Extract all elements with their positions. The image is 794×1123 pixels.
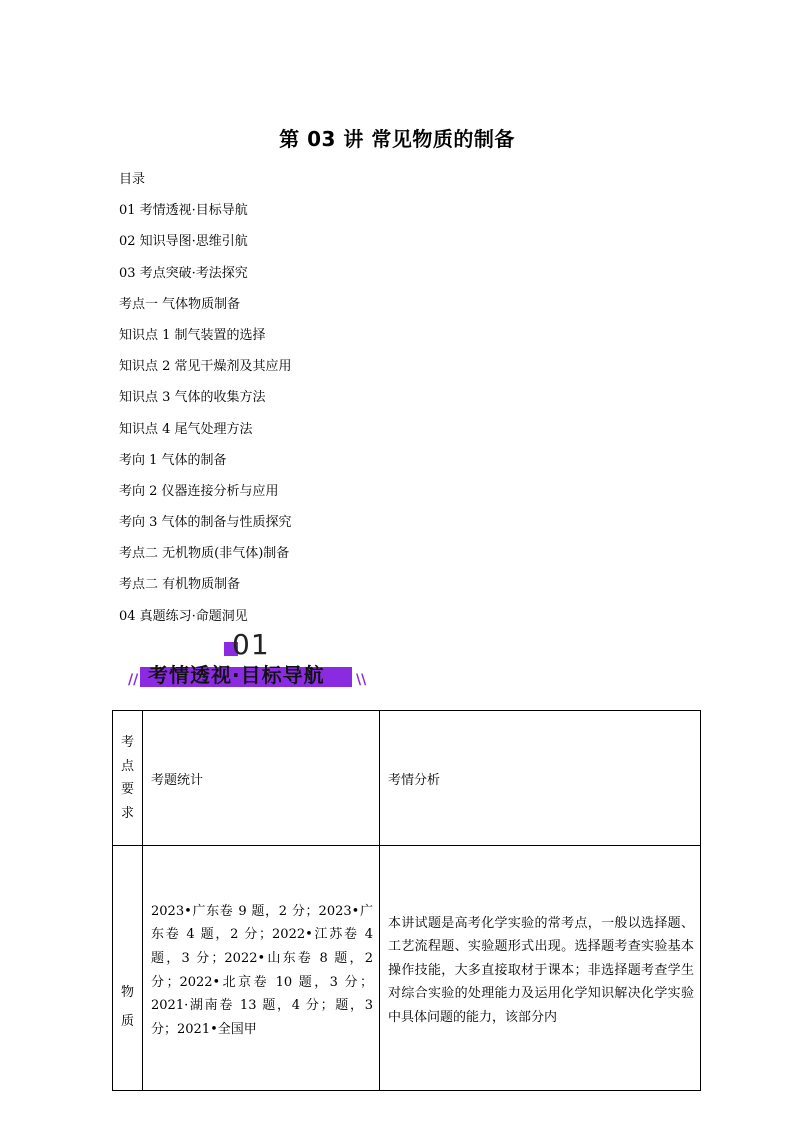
vertical-char: 物 — [120, 985, 134, 1000]
toc-item[interactable]: 考向 3 气体的制备与性质探究 — [119, 515, 292, 531]
vertical-char: 质 — [120, 1014, 134, 1029]
toc-item[interactable]: 考向 1 气体的制备 — [119, 452, 227, 468]
slash-decoration-icon: \\ — [356, 672, 367, 688]
vertical-char: 考 — [120, 735, 134, 750]
vertical-char: 要 — [120, 782, 134, 797]
table-row — [113, 846, 701, 1091]
header-cell-analysis: 考情分析 — [380, 711, 701, 846]
toc-item[interactable]: 03 考点突破·考法探究 — [119, 265, 248, 281]
row-label-cell — [113, 846, 143, 1091]
analysis-cell: 本讲试题是高考化学实验的常考点，一般以选择题、工艺流程题、实验题形式出现。选择题考查实验基本操作技能，大多直接取材于课本；非选择题考查学生对综合实验的处理能力及运用化学知识解决化学实验中具体问题的能力，该部分内 — [380, 846, 701, 1091]
banner-label: 考情透视·目标导航 — [148, 663, 325, 687]
statistics-cell: 2023•广东卷 9 题，2 分；2023•广东卷 4 题，2 分；2022•江苏卷 4 题，3 分；2022•山东卷 8 题，2 分；2022•北京卷 10 题，3 分；2021·湖南卷 13 题，4 分；题，3 分；2021•全国甲 — [143, 846, 380, 1091]
vertical-char: 求 — [120, 805, 134, 821]
vertical-char: 点 — [120, 758, 134, 774]
toc-item[interactable]: 考点二 有机物质制备 — [119, 577, 241, 593]
toc-item[interactable]: 考向 2 仪器连接分析与应用 — [119, 483, 279, 499]
banner-number: 01 — [232, 628, 270, 661]
table-of-contents — [119, 164, 292, 632]
toc-item[interactable]: 考点二 无机物质(非气体)制备 — [119, 546, 290, 562]
toc-heading: 目录 — [119, 172, 146, 187]
page-title: 第 03 讲 常见物质的制备 — [279, 127, 515, 151]
toc-item[interactable]: 知识点 3 气体的收集方法 — [119, 390, 266, 406]
header-cell-requirement — [113, 711, 143, 846]
slash-decoration-icon: // — [128, 672, 139, 688]
header-cell-statistics: 考题统计 — [143, 711, 380, 846]
toc-item[interactable]: 02 知识导图·思维引航 — [119, 234, 248, 250]
table-header-row — [113, 711, 701, 846]
toc-item[interactable]: 04 真题练习·命题洞见 — [119, 608, 248, 624]
toc-item[interactable]: 知识点 1 制气装置的选择 — [119, 327, 266, 343]
toc-item[interactable]: 知识点 2 常见干燥剂及其应用 — [119, 359, 292, 375]
section-banner — [128, 626, 368, 696]
toc-item[interactable]: 考点一 气体物质制备 — [119, 296, 241, 312]
toc-item[interactable]: 知识点 4 尾气处理方法 — [119, 421, 253, 437]
exam-analysis-table — [112, 710, 701, 1091]
toc-item[interactable]: 01 考情透视·目标导航 — [119, 203, 248, 219]
